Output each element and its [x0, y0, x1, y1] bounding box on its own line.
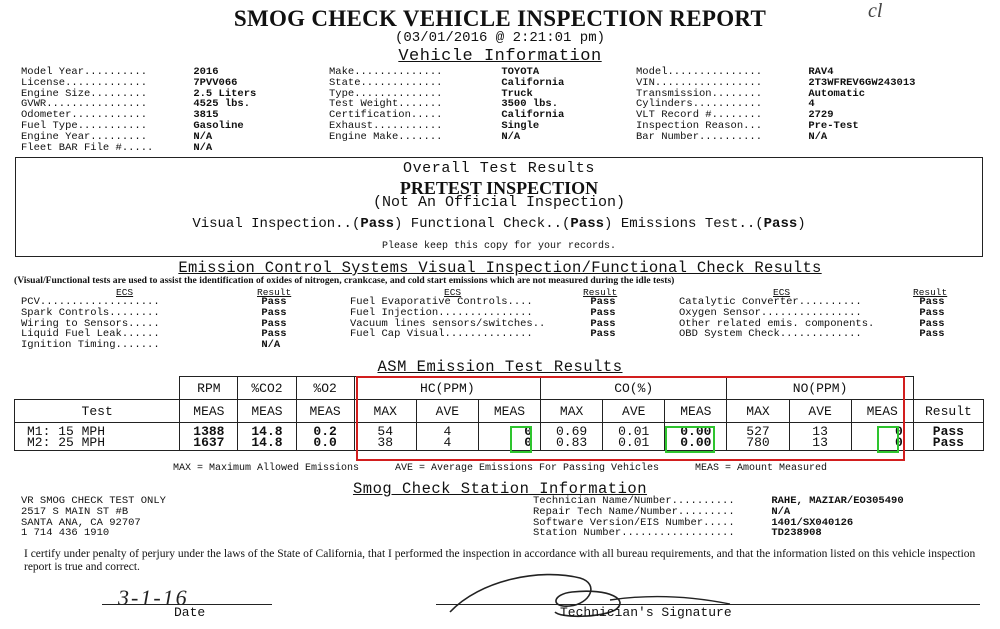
station-title: Smog Check Station Information [352, 480, 648, 498]
vehicle-field-value: N/A [501, 130, 521, 143]
overall-results-box [15, 157, 983, 257]
rpm-values [180, 423, 238, 451]
station-field-value: RAHE, MAZIAR/EO305490 [771, 495, 904, 507]
result-header-1: Result [257, 287, 292, 298]
keep-copy-note: Please keep this copy for your records. [381, 241, 617, 252]
group-hc: HC(PPM) [354, 377, 540, 400]
group-co: CO(%) [541, 377, 727, 400]
vehicle-info-title: Vehicle Information [398, 47, 602, 66]
ecs-item-value: N/A [261, 339, 281, 352]
sub-header: MEAS [851, 400, 913, 423]
value: 780 [746, 434, 770, 450]
corner-handwritten-mark: cl [868, 0, 883, 22]
value: 4 [443, 423, 452, 439]
sub-header: MEAS [296, 400, 354, 423]
station-address-line: 2517 S MAIN ST #B [21, 505, 129, 518]
value: 0.00 [680, 423, 712, 439]
functional-value: Pass [570, 216, 605, 232]
value: Pass [932, 434, 964, 450]
ecs-item-label: Spark Controls........ [21, 306, 160, 319]
blank-cell [15, 377, 180, 400]
group-o2: %O2 [296, 377, 354, 400]
report-title: SMOG CHECK VEHICLE INSPECTION REPORT [233, 6, 767, 31]
sub-header: MAX [727, 400, 789, 423]
co-meas-highlight [665, 426, 715, 453]
value: 1637 [193, 434, 225, 450]
ecs-item-value: Pass [590, 328, 616, 341]
value: 1388 [193, 423, 225, 439]
ecs-subtitle: (Visual/Functional tests are used to assist the identification of oxides of nitrogen, crankcase, and cold start emissions which are not measured during the idle tests) [14, 275, 675, 286]
result-header: Result [913, 400, 983, 423]
value: 0 [524, 434, 533, 450]
vehicle-field-label: Model............... [636, 66, 763, 78]
value: 0.83 [555, 434, 588, 450]
vehicle-field-label: Test Weight....... [329, 98, 443, 111]
summary-close: ) [797, 216, 806, 232]
vehicle-field-value: Gasoline [193, 119, 244, 132]
vehicle-field-value: 2.5 Liters [193, 87, 257, 100]
sub-header: AVE [603, 400, 665, 423]
vehicle-field-label: Fuel Type........... [21, 119, 148, 132]
value: Pass [932, 423, 964, 439]
visual-label: Visual Inspection..( [192, 216, 361, 232]
certification-text: I certify under penalty of perjury under the laws of the State of California, that I performed the inspection in accordance with all bureau requirements, and that the information listed on this vehicle inspection report is true and correct. [24, 548, 976, 573]
vehicle-field-value: 2T3WFREV6GW243013 [808, 76, 916, 89]
vehicle-field-label: Model Year.......... [21, 66, 148, 78]
ecs-item-value: Pass [919, 317, 945, 330]
ecs-item-row [679, 329, 945, 340]
value: 4 [443, 434, 452, 450]
result-header-2: Result [583, 287, 618, 298]
station-field-row [533, 528, 904, 539]
value: 13 [812, 434, 828, 450]
sub-header: MEAS [180, 400, 238, 423]
vehicle-field-label: Inspection Reason... [636, 119, 763, 132]
station-address [21, 496, 166, 539]
vehicle-field-row [636, 132, 915, 143]
ecs-item-row [679, 308, 945, 319]
ecs-col-1 [21, 297, 287, 351]
station-tech-info [533, 496, 904, 539]
ecs-col-3 [679, 297, 945, 340]
vehicle-field-label: Certification..... [329, 109, 443, 122]
vehicle-field-label: Transmission........ [636, 87, 763, 100]
station-field-label: Technician Name/Number.......... [533, 495, 735, 507]
value: 527 [746, 423, 770, 439]
station-address-line: SANTA ANA, CA 92707 [21, 516, 141, 529]
test-name: M1: 15 MPH [27, 423, 106, 439]
value: 54 [377, 423, 394, 439]
vehicle-field-label: Engine Year......... [21, 130, 148, 143]
functional-label: ) Functional Check..( [393, 216, 571, 232]
result-header-3: Result [913, 287, 948, 298]
ecs-header-2: ECS [444, 287, 462, 298]
value: 0.01 [618, 423, 650, 439]
value: 0 [894, 423, 903, 439]
ecs-item-label: Wiring to Sensors..... [21, 317, 160, 330]
vehicle-field-label: License............. [21, 76, 148, 89]
emissions-value: Pass [763, 216, 798, 232]
vehicle-field-value: N/A [808, 130, 828, 143]
ecs-item-value: Pass [590, 296, 616, 308]
test-name: M2: 25 MPH [27, 434, 106, 450]
ecs-header-3: ECS [773, 287, 791, 298]
emissions-highlight-box [356, 376, 905, 461]
vehicle-field-value: 4 [808, 98, 815, 111]
vehicle-field-row [636, 78, 915, 89]
station-field-value: 1401/SX040126 [771, 516, 854, 529]
group-rpm: RPM [180, 377, 238, 400]
vehicle-col-1 [21, 67, 256, 153]
vehicle-field-value: Truck [501, 87, 533, 100]
hc-meas-highlight [510, 426, 532, 453]
ecs-item-value: Pass [919, 328, 945, 341]
ecs-item-label: Catalytic Converter.......... [679, 296, 862, 308]
overall-title: Overall Test Results [402, 160, 596, 177]
blank-cell [913, 377, 983, 400]
value: 0 [524, 423, 533, 439]
station-field-value: N/A [771, 505, 791, 518]
ecs-item-label: Vacuum lines sensors/switches.. [350, 317, 546, 330]
ecs-item-value: Pass [261, 328, 287, 341]
vehicle-field-value: RAV4 [808, 66, 834, 78]
value: 0.0 [313, 434, 337, 450]
ecs-item-label: Liquid Fuel Leak...... [21, 328, 160, 341]
vehicle-field-value: 4525 lbs. [193, 98, 251, 111]
station-field-label: Software Version/EIS Number..... [533, 516, 735, 529]
overall-summary [16, 216, 982, 232]
ecs-item-row [350, 308, 616, 319]
vehicle-field-label: Fleet BAR File #..... [21, 141, 154, 154]
vehicle-field-label: Bar Number.......... [636, 130, 763, 143]
sub-header: AVE [789, 400, 851, 423]
value: 14.8 [251, 423, 283, 439]
co2-values [238, 423, 296, 451]
sub-header: MEAS [665, 400, 727, 423]
vehicle-field-label: Engine Size......... [21, 87, 148, 100]
asm-title: ASM Emission Test Results [377, 358, 623, 376]
vehicle-field-label: VIN................. [636, 76, 763, 89]
value: 0.00 [680, 434, 712, 450]
o2-values [296, 423, 354, 451]
vehicle-field-row [329, 132, 564, 143]
vehicle-field-label: Engine Make....... [329, 130, 443, 143]
vehicle-field-row [21, 132, 256, 143]
vehicle-field-value: 2729 [808, 109, 834, 122]
sub-header: MEAS [478, 400, 540, 423]
ecs-col-2 [350, 297, 616, 340]
test-header: Test [15, 400, 180, 423]
vehicle-field-value: TOYOTA [501, 66, 540, 78]
vehicle-field-value: 2016 [193, 66, 219, 78]
signature-label: Technician's Signature [560, 605, 732, 620]
value: 0.69 [555, 423, 588, 439]
vehicle-field-value: N/A [193, 141, 213, 154]
ecs-item-label: Fuel Evaporative Controls.... [350, 296, 533, 308]
ecs-title: Emission Control Systems Visual Inspection/Functional Check Results [178, 259, 822, 277]
sub-header: MAX [354, 400, 416, 423]
ecs-item-label: Other related emis. components. [679, 317, 875, 330]
vehicle-field-value: California [501, 109, 565, 122]
vehicle-field-label: Type.............. [329, 87, 443, 100]
vehicle-field-value: 3500 lbs. [501, 98, 559, 111]
vehicle-field-label: Cylinders........... [636, 98, 763, 111]
vehicle-field-label: GVWR................ [21, 98, 148, 111]
value: 0.2 [313, 423, 337, 439]
value: 13 [812, 423, 828, 439]
vehicle-field-value: California [501, 76, 565, 89]
no-meas-highlight [877, 426, 899, 453]
handwritten-date: 3-1-16 [118, 585, 189, 610]
vehicle-field-label: VLT Record #........ [636, 109, 763, 122]
vehicle-field-value: Automatic [808, 87, 866, 100]
sub-header: AVE [416, 400, 478, 423]
vehicle-field-value: Single [501, 119, 540, 132]
result-values [913, 423, 983, 451]
station-field-label: Repair Tech Name/Number......... [533, 505, 735, 518]
vehicle-field-value: Pre-Test [808, 119, 859, 132]
vehicle-field-row [21, 143, 256, 154]
ecs-item-value: Pass [261, 296, 287, 308]
vehicle-field-label: Make.............. [329, 66, 443, 78]
vehicle-field-value: N/A [193, 130, 213, 143]
vehicle-field-value: 3815 [193, 109, 219, 122]
asm-legend: MAX = Maximum Allowed Emissions AVE = Average Emissions For Passing Vehicles MEAS = Amount Measured [172, 463, 828, 474]
station-address-line: 1 714 436 1910 [21, 527, 110, 540]
vehicle-field-value: 7PVV066 [193, 76, 238, 89]
value: 0 [894, 434, 903, 450]
vehicle-field-label: Exhaust........... [329, 119, 443, 132]
station-field-value: TD238908 [771, 527, 822, 540]
ecs-item-value: Pass [261, 317, 287, 330]
ecs-item-row [21, 340, 287, 351]
sub-header: MAX [541, 400, 603, 423]
ecs-item-label: Fuel Injection............... [350, 306, 533, 319]
vehicle-col-3 [636, 67, 915, 143]
report-timestamp: (03/01/2016 @ 2:21:01 pm) [394, 30, 606, 46]
ecs-item-label: OBD System Check............. [679, 328, 862, 341]
sub-header: MEAS [238, 400, 296, 423]
ecs-item-label: Fuel Cap Visual.............. [350, 328, 533, 341]
ecs-header-1: ECS [116, 287, 134, 298]
vehicle-col-2 [329, 67, 564, 143]
test-names [15, 423, 180, 451]
value: 38 [377, 434, 394, 450]
group-no: NO(PPM) [727, 377, 913, 400]
ecs-item-row [350, 329, 616, 340]
ecs-item-value: Pass [261, 306, 287, 319]
station-field-label: Station Number.................. [533, 527, 735, 540]
ecs-item-value: Pass [590, 306, 616, 319]
ecs-item-label: Ignition Timing....... [21, 339, 160, 352]
date-label: Date [174, 605, 206, 620]
value: 14.8 [251, 434, 283, 450]
emissions-label: ) Emissions Test..( [604, 216, 764, 232]
ecs-item-label: Oxygen Sensor................ [679, 306, 862, 319]
group-co2: %CO2 [238, 377, 296, 400]
overall-result: PRETEST INSPECTION [399, 178, 599, 198]
station-address-line: VR SMOG CHECK TEST ONLY [21, 495, 166, 507]
ecs-item-value: Pass [590, 317, 616, 330]
ecs-item-row [21, 308, 287, 319]
vehicle-field-label: Odometer............ [21, 109, 148, 122]
vehicle-field-label: State............. [329, 76, 443, 89]
ecs-item-value: Pass [919, 296, 945, 308]
visual-value: Pass [360, 216, 394, 232]
overall-note: (Not An Official Inspection) [372, 194, 626, 211]
ecs-item-value: Pass [919, 306, 945, 319]
ecs-item-label: PCV................... [21, 296, 160, 308]
value: 0.01 [618, 434, 650, 450]
